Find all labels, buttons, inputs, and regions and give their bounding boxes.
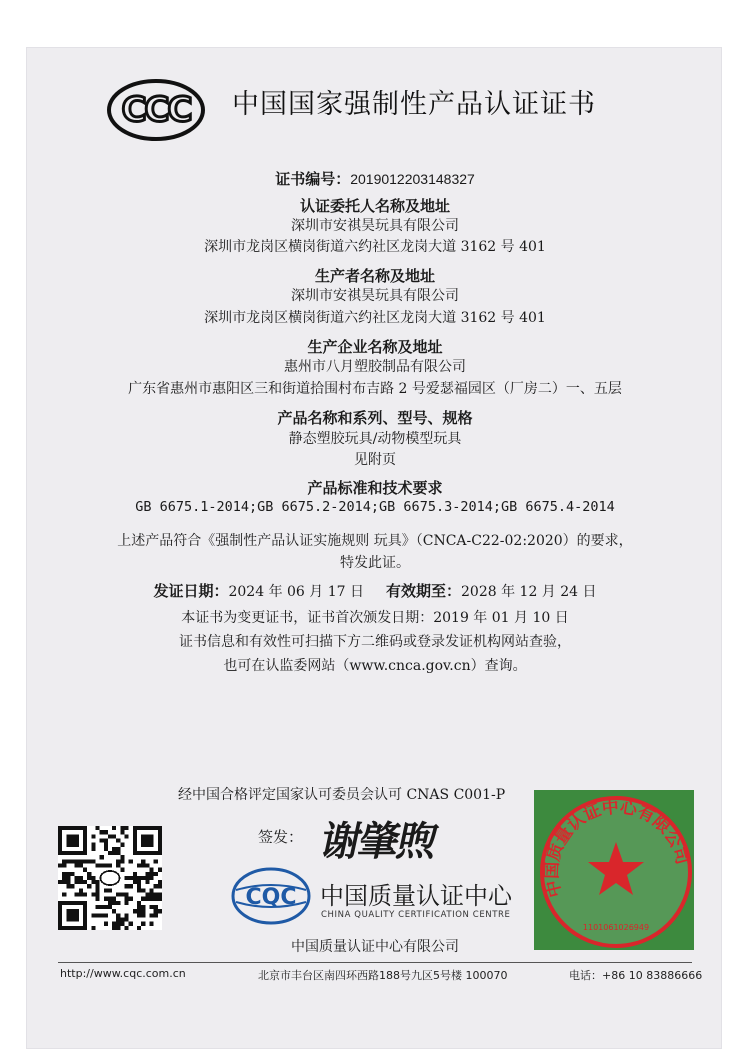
expiry-date-label: 有效期至： xyxy=(386,582,462,600)
footer-url[interactable]: http://www.cqc.com.cn xyxy=(60,967,186,980)
cqc-logo-text: CQC xyxy=(245,885,297,910)
footer-address: 北京市丰台区南四环西路188号九区5号楼 100070 xyxy=(258,969,508,982)
product-label: 产品名称和系列、型号、规格 xyxy=(277,409,473,427)
ccc-logo-icon xyxy=(106,78,206,142)
issue-date: 2024 年 06 月 17 日 xyxy=(228,584,364,600)
red-seal-icon xyxy=(534,790,694,950)
statement-line-1: 上述产品符合《强制性产品认证实施规则 玩具》（CNCA-C22-02:2020）的要求， xyxy=(117,533,633,549)
factory-name: 惠州市八月塑胶制品有限公司 xyxy=(284,359,466,375)
manufacturer-name: 深圳市安祺昊玩具有限公司 xyxy=(291,288,459,304)
standards-list: GB 6675.1-2014;GB 6675.2-2014;GB 6675.3-2014;GB 6675.4-2014 xyxy=(135,499,615,515)
accreditation-text: 经中国合格评定国家认可委员会认可 CNAS C001-P xyxy=(178,787,506,803)
verify-line-2: 也可在认监委网站（www.cnca.gov.cn）查询。 xyxy=(223,658,527,674)
issuer-name-en: CHINA QUALITY CERTIFICATION CENTRE xyxy=(321,910,511,920)
certificate-number-row xyxy=(0,168,750,189)
signature-name: 谢肇煦 xyxy=(316,818,441,865)
dates-row xyxy=(0,580,750,601)
signature-label: 签发： xyxy=(258,828,304,846)
seal-text: 中国质量认证中心有限公司 xyxy=(542,797,693,900)
cqc-logo-icon xyxy=(230,866,312,926)
certificate-number-label: 证书编号： xyxy=(275,170,351,188)
statement-line-2: 特发此证。 xyxy=(340,555,410,571)
client-label: 认证委托人名称及地址 xyxy=(299,197,450,215)
footer-phone: 电话：+86 10 83886666 xyxy=(569,969,703,982)
ccc-logo-text: CCC xyxy=(121,90,191,130)
verify-line-1: 证书信息和有效性可扫描下方二维码或登录发证机构网站查验， xyxy=(179,634,571,650)
manufacturer-address: 深圳市龙岗区横岗街道六约社区龙岗大道 3162 号 401 xyxy=(204,310,546,326)
qr-code-icon[interactable] xyxy=(58,826,162,930)
manufacturer-label: 生产者名称及地址 xyxy=(314,267,435,285)
seal-number: 1101061026949 xyxy=(582,923,650,932)
product-name: 静态塑胶玩具/动物模型玩具 xyxy=(288,431,462,447)
expiry-date: 2028 年 12 月 24 日 xyxy=(461,584,597,600)
factory-label: 生产企业名称及地址 xyxy=(307,338,443,356)
client-address: 深圳市龙岗区横岗街道六约社区龙岗大道 3162 号 401 xyxy=(204,239,546,255)
issuer-full-name: 中国质量认证中心有限公司 xyxy=(291,939,459,955)
certificate-number: 2019012203148327 xyxy=(350,171,475,187)
certificate-title: 中国国家强制性产品认证证书 xyxy=(232,89,596,120)
issue-date-label: 发证日期： xyxy=(153,582,229,600)
client-name: 深圳市安祺昊玩具有限公司 xyxy=(291,218,459,234)
issuer-name-cn: 中国质量认证中心 xyxy=(320,882,512,910)
product-model: 见附页 xyxy=(354,452,396,468)
change-note: 本证书为变更证书，证书首次颁发日期：2019 年 01 月 10 日 xyxy=(181,610,569,626)
standard-label: 产品标准和技术要求 xyxy=(307,479,443,497)
footer-divider xyxy=(58,962,692,963)
factory-address: 广东省惠州市惠阳区三和街道拾围村布吉路 2 号爱瑟福园区（厂房二）一、五层 xyxy=(128,381,622,397)
